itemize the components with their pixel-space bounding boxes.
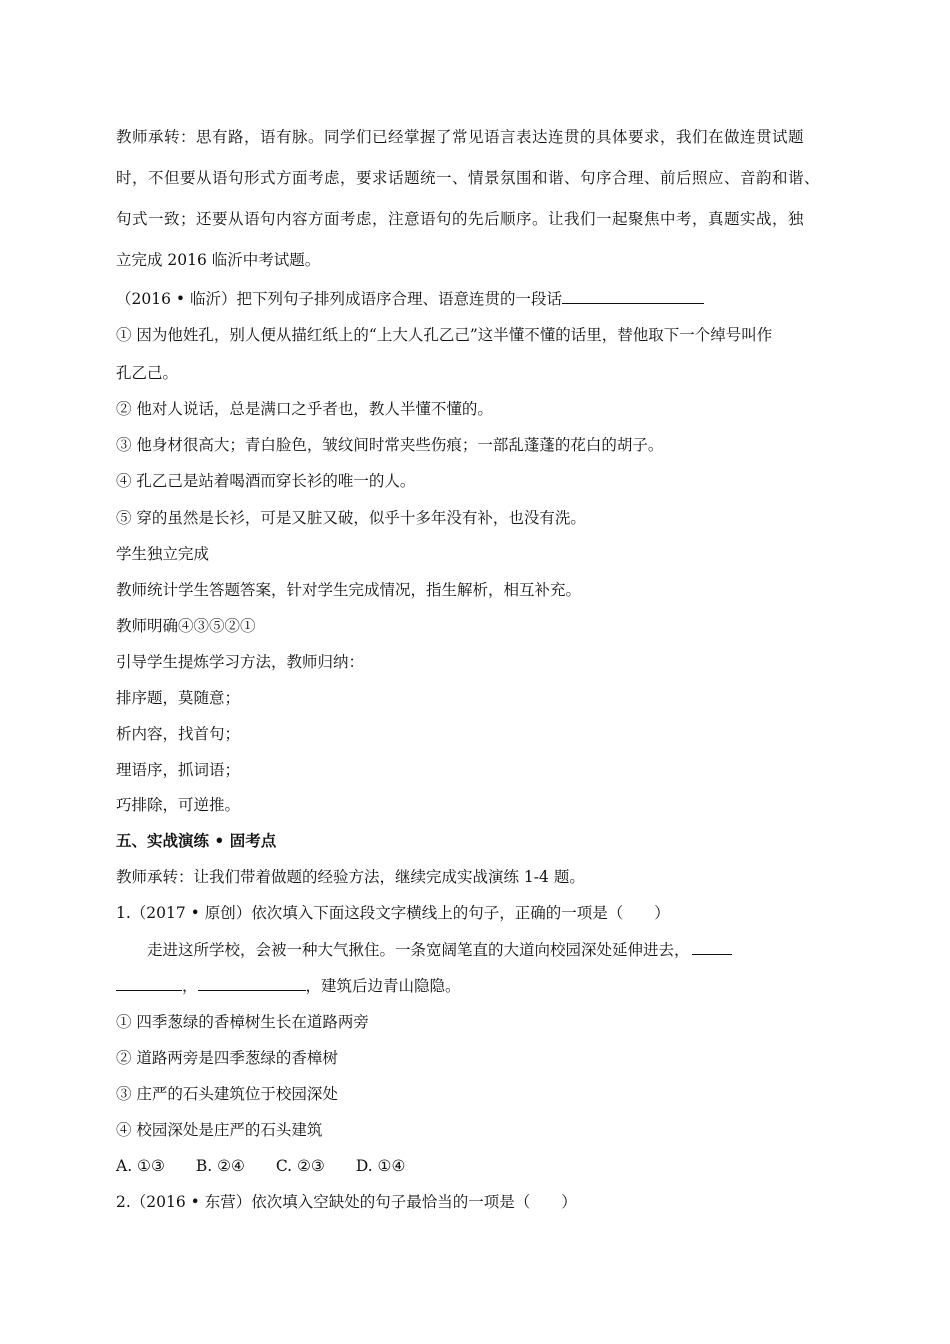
paragraph-line: 时，不但要从语句形式方面考虑，要求话题统一、情景氛围和谐、句序合理、前后照应、音韵和谐、 <box>116 169 821 187</box>
paragraph-line: 教师承转：思有路，语有脉。同学们已经掌握了常见语言表达连贯的具体要求，我们在做连贯试题 <box>116 128 805 146</box>
option-line: ③ 庄严的石头建筑位于校园深处 <box>116 1085 338 1103</box>
paragraph-line: 立完成 2016 临沂中考试题。 <box>116 251 321 269</box>
question-line: 1.（2017 • 原创）依次填入下面这段文字横线上的句子，正确的一项是（ ） <box>116 904 670 922</box>
answer-choices: A. ①③ B. ②④ C. ②③ D. ①④ <box>116 1157 406 1175</box>
fill-blank <box>198 976 306 991</box>
fill-blank <box>116 976 182 991</box>
question-line: 2.（2016 • 东营）依次填入空缺处的句子最恰当的一项是（ ） <box>116 1193 577 1211</box>
text-line: 学生独立完成 <box>116 545 210 563</box>
option-line: ① 四季葱绿的香樟树生长在道路两旁 <box>116 1013 369 1031</box>
passage-line <box>147 940 732 960</box>
sentence-line: 孔乙己。 <box>116 364 179 382</box>
passage-line <box>116 976 461 996</box>
sentence-line: ① 因为他姓孔，别人便从描红纸上的“上大人孔乙己”这半懂不懂的话里，替他取下一个绰号叫作 <box>116 326 773 344</box>
text-line: 教师承转：让我们带着做题的经验方法，继续完成实战演练 1-4 题。 <box>116 868 585 886</box>
sentence-line: ⑤ 穿的虽然是长衫，可是又脏又破，似乎十多年没有补，也没有洗。 <box>116 509 586 527</box>
passage-text: ，建筑后边青山隐隐。 <box>305 977 461 995</box>
section-heading: 五、实战演练 • 固考点 <box>116 831 277 850</box>
sentence-line: ③ 他身材很高大；青白脸色，皱纹间时常夹些伤痕；一部乱蓬蓬的花白的胡子。 <box>116 436 664 454</box>
option-line: ④ 校园深处是庄严的石头建筑 <box>116 1121 323 1139</box>
sentence-line: ④ 孔乙己是站着喝酒而穿长衫的唯一的人。 <box>116 472 416 490</box>
text-line: 教师统计学生答题答案，针对学生完成情况，指生解析，相互补充。 <box>116 581 582 599</box>
paragraph-line: 句式一致；还要从语句内容方面考虑，注意语句的先后顺序。让我们一起聚焦中考，真题实战，独 <box>116 210 805 228</box>
passage-text: 走进这所学校，会被一种大气揪住。一条宽阔笔直的大道向校园深处延伸进去， <box>147 941 690 959</box>
method-line: 析内容，找首句； <box>116 725 241 743</box>
fill-blank <box>692 940 732 955</box>
method-line: 理语序，抓词语； <box>116 761 241 779</box>
method-line: 排序题，莫随意； <box>116 689 241 707</box>
method-line: 巧排除，可逆推。 <box>116 796 241 814</box>
question-text: （2016 • 临沂）把下列句子排列成语序合理、语意连贯的一段话 <box>116 290 562 308</box>
question-header <box>116 289 704 309</box>
sentence-line: ② 他对人说话，总是满口之乎者也，教人半懂不懂的。 <box>116 400 493 418</box>
answer-blank <box>562 289 704 304</box>
text-line: 引导学生提炼学习方法，教师归纳： <box>116 653 365 671</box>
passage-text: ， <box>182 977 198 995</box>
text-line: 教师明确④③⑤②① <box>116 617 256 635</box>
option-line: ② 道路两旁是四季葱绿的香樟树 <box>116 1049 338 1067</box>
